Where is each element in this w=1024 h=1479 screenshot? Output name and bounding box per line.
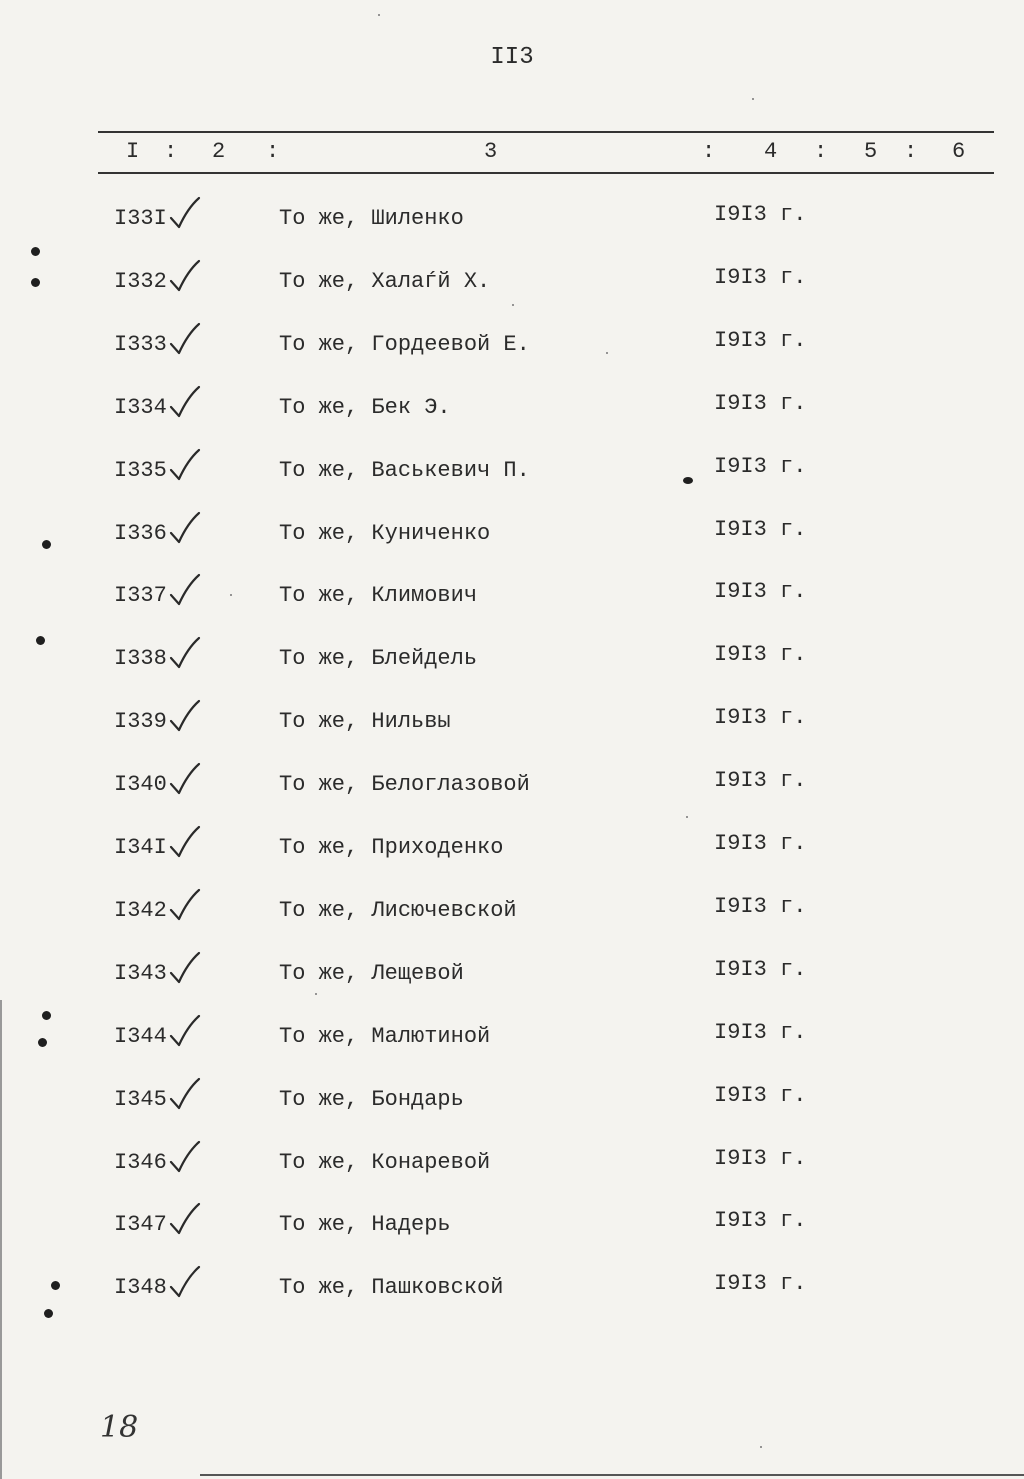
table-row — [0, 703, 1024, 743]
table-row — [0, 892, 1024, 932]
header-separator: : — [814, 139, 828, 164]
record-year: I9I3 г. — [714, 1145, 807, 1171]
checkmark-icon — [168, 888, 202, 924]
record-year: I9I3 г. — [714, 390, 807, 416]
table-row — [0, 1081, 1024, 1121]
record-number: I34I — [114, 835, 167, 860]
checkmark-icon — [168, 448, 202, 484]
table-row — [0, 1018, 1024, 1058]
record-number: I348 — [114, 1275, 167, 1301]
header-col-4: 4 — [764, 139, 778, 164]
record-number: I336 — [114, 520, 167, 546]
record-number: I33I — [114, 206, 167, 231]
header-col-5: 5 — [864, 139, 878, 164]
paper-speck — [606, 352, 608, 354]
record-year: I9I3 г. — [714, 327, 807, 353]
checkmark-icon — [168, 1140, 202, 1176]
record-year: I9I3 г. — [714, 642, 807, 668]
header-col-3: 3 — [484, 139, 498, 164]
record-description: То же, Блейдель — [279, 646, 478, 672]
page-number: II3 — [490, 44, 534, 71]
page-bottom-rule — [200, 1474, 1024, 1476]
checkmark-icon — [168, 259, 202, 295]
record-description: То же, Малютиной — [279, 1023, 491, 1049]
record-description: То же, Шиленко — [279, 206, 464, 231]
punch-hole-mark — [42, 1011, 51, 1020]
table-row — [0, 955, 1024, 995]
record-year: I9I3 г. — [714, 768, 807, 794]
table-row — [0, 515, 1024, 555]
checkmark-icon — [168, 322, 202, 358]
record-description: То же, Климович — [279, 583, 478, 609]
record-description: То же, Бондарь — [279, 1086, 464, 1112]
checkmark-icon — [168, 385, 202, 421]
table-row — [0, 577, 1024, 617]
record-number: I332 — [114, 268, 167, 294]
paper-speck — [230, 594, 232, 596]
table-top-rule — [98, 131, 994, 133]
checkmark-icon — [168, 762, 202, 798]
record-description: То же, Конаревой — [279, 1149, 491, 1175]
header-separator: : — [904, 139, 918, 164]
header-separator: : — [702, 139, 716, 164]
paper-speck — [760, 1446, 762, 1448]
checkmark-icon — [168, 511, 202, 547]
record-number: I342 — [114, 897, 167, 923]
punch-hole-mark — [42, 540, 51, 549]
punch-hole-mark — [36, 636, 45, 645]
record-year: I9I3 г. — [714, 1082, 807, 1108]
record-year: I9I3 г. — [714, 893, 807, 919]
header-col-2: 2 — [212, 139, 226, 164]
checkmark-icon — [168, 196, 202, 232]
record-description: То же, Нильвы — [279, 709, 451, 735]
record-year: I9I3 г. — [714, 831, 807, 856]
record-year: I9I3 г. — [714, 453, 807, 479]
record-number: I343 — [114, 960, 167, 986]
record-year: I9I3 г. — [714, 956, 807, 982]
punch-hole-mark — [51, 1281, 60, 1290]
table-header-rule — [98, 172, 994, 174]
paper-speck — [752, 98, 754, 100]
checkmark-icon — [168, 1265, 202, 1301]
binding-edge — [0, 1000, 2, 1479]
record-number: I347 — [114, 1212, 167, 1238]
record-description: То же, Гордеевой Е. — [279, 331, 530, 357]
record-year: I9I3 г. — [714, 264, 807, 290]
record-year: I9I3 г. — [714, 516, 807, 542]
record-description: То же, Надерь — [279, 1212, 451, 1238]
table-row — [0, 640, 1024, 680]
record-number: I337 — [114, 583, 167, 609]
punch-hole-mark — [31, 278, 40, 287]
table-row — [0, 766, 1024, 806]
record-number: I334 — [114, 394, 167, 420]
record-description: То же, Приходенко — [279, 835, 504, 860]
punch-hole-mark — [38, 1038, 47, 1047]
checkmark-icon — [168, 1014, 202, 1050]
checkmark-icon — [168, 1202, 202, 1238]
paper-speck — [686, 816, 688, 818]
record-number: I345 — [114, 1086, 167, 1112]
checkmark-icon — [168, 951, 202, 987]
punch-hole-mark — [31, 247, 40, 256]
record-description: То же, Куниченко — [279, 520, 491, 546]
checkmark-icon — [168, 573, 202, 609]
table-row — [0, 1269, 1024, 1309]
ink-blot — [683, 477, 693, 484]
record-number: I344 — [114, 1023, 167, 1049]
handwritten-page-count: 18 — [100, 1410, 139, 1445]
record-year: I9I3 г. — [714, 579, 807, 605]
header-separator: : — [164, 139, 178, 164]
record-number: I340 — [114, 772, 167, 798]
table-row — [0, 1144, 1024, 1184]
header-separator: : — [266, 139, 280, 164]
record-description: То же, Бек Э. — [279, 394, 451, 420]
record-year: I9I3 г. — [714, 1019, 807, 1045]
record-number: I339 — [114, 709, 167, 735]
table-row — [0, 326, 1024, 366]
table-row — [0, 1206, 1024, 1246]
header-col-1: I — [126, 139, 140, 164]
record-year: I9I3 г. — [714, 705, 807, 731]
paper-speck — [378, 14, 380, 16]
table-row — [0, 452, 1024, 492]
record-number: I333 — [114, 331, 167, 357]
paper-speck — [512, 304, 514, 306]
record-description: То же, Лисючевской — [279, 897, 517, 923]
table-row — [0, 389, 1024, 429]
header-col-6: 6 — [952, 139, 966, 164]
record-description: То же, Васькевич П. — [279, 457, 530, 483]
punch-hole-mark — [44, 1309, 53, 1318]
record-year: I9I3 г. — [714, 1208, 807, 1234]
table-row — [0, 200, 1024, 240]
checkmark-icon — [168, 636, 202, 672]
record-description: То же, Белоглазовой — [279, 772, 530, 798]
record-number: I346 — [114, 1149, 167, 1175]
record-number: I338 — [114, 646, 167, 672]
record-number: I335 — [114, 457, 167, 483]
record-description: То же, Пашковской — [279, 1275, 504, 1301]
checkmark-icon — [168, 825, 202, 861]
record-description: То же, Лещевой — [279, 960, 464, 986]
record-year: I9I3 г. — [714, 1271, 807, 1297]
table-row — [0, 263, 1024, 303]
checkmark-icon — [168, 1077, 202, 1113]
paper-speck — [315, 993, 317, 995]
record-year: I9I3 г. — [714, 202, 807, 227]
record-description: То же, Халаѓй Х. — [279, 268, 491, 294]
checkmark-icon — [168, 699, 202, 735]
table-row — [0, 829, 1024, 869]
